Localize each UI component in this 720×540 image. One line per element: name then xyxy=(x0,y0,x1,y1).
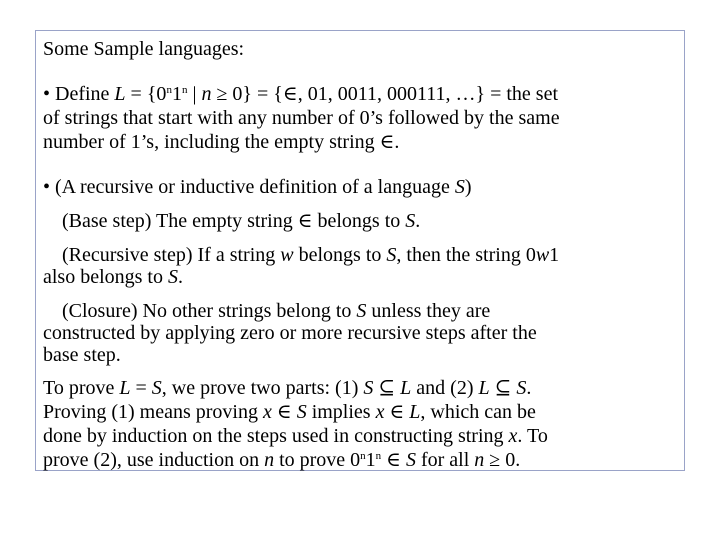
var-L: L xyxy=(409,401,421,423)
superscript-n: n xyxy=(166,84,172,96)
var-L: L xyxy=(400,377,412,399)
var-x: x xyxy=(375,401,385,423)
superscript-n: n xyxy=(375,450,382,462)
text-run: , which can be xyxy=(420,401,536,423)
text-run: belongs to xyxy=(293,244,387,266)
text-run: , then the string 0 xyxy=(396,244,536,266)
text-run: to prove 0 xyxy=(274,449,361,471)
text-run: ∈ xyxy=(384,401,410,423)
text-run: = xyxy=(130,377,152,399)
text-run: = {0 xyxy=(125,83,167,105)
text-run: and (2) xyxy=(411,377,479,399)
var-S: S xyxy=(386,244,397,266)
text-run: also belongs to xyxy=(43,266,168,288)
bullet1-line2: of strings that start with any number of 0’s followed by the same xyxy=(43,107,560,129)
bullet-recursive-definition xyxy=(43,176,679,366)
text-run: ⊆ xyxy=(489,377,517,399)
var-L: L xyxy=(114,83,126,105)
text-run: for all xyxy=(415,449,475,471)
text-run: ) xyxy=(464,176,472,198)
text-run: ≥ 0. xyxy=(484,449,521,471)
var-L: L xyxy=(119,377,131,399)
text-run: implies xyxy=(306,401,376,423)
var-n: n xyxy=(201,83,212,105)
proof-line4 xyxy=(43,448,679,472)
text-run: Proving (1) means proving xyxy=(43,401,263,423)
var-w: w xyxy=(280,244,294,266)
text-run: 1 xyxy=(549,244,560,266)
text-run: . To xyxy=(517,425,548,447)
closure-step-line3: base step. xyxy=(43,344,121,366)
text-run: To prove xyxy=(43,377,120,399)
text-run: unless they are xyxy=(366,300,491,322)
text-run: 1 xyxy=(171,83,182,105)
proof-line1 xyxy=(43,376,679,400)
proof-line2 xyxy=(43,400,679,424)
text-run: (Closure) No other strings belong to xyxy=(62,300,357,322)
text-run: . xyxy=(526,377,532,399)
var-S: S xyxy=(405,210,416,232)
heading xyxy=(43,37,679,61)
closure-step xyxy=(43,300,679,322)
text-run: (Base step) The empty string ∈ belongs to xyxy=(62,210,406,232)
recursive-step-cont xyxy=(43,266,679,288)
text-run: • Define xyxy=(43,83,115,105)
var-n: n xyxy=(474,449,485,471)
text-run: , we prove two parts: (1) xyxy=(161,377,364,399)
recursive-step xyxy=(43,244,679,266)
var-S: S xyxy=(454,176,465,198)
var-S: S xyxy=(296,401,307,423)
text-run: . xyxy=(178,266,183,288)
text-run: ∈ xyxy=(381,449,406,471)
var-S: S xyxy=(363,377,374,399)
bullet1-line3: number of 1’s, including the empty string ∈. xyxy=(43,131,400,153)
text-run: ⊆ xyxy=(373,377,401,399)
var-L: L xyxy=(478,377,490,399)
text-run: • (A recursive or inductive definition of a language xyxy=(43,176,455,198)
text-run: done by induction on the steps used in constructing string xyxy=(43,425,509,447)
var-S: S xyxy=(516,377,527,399)
bullet2-line1 xyxy=(43,176,679,198)
text-run: ∈ xyxy=(271,401,297,423)
text-run: 1 xyxy=(365,449,376,471)
var-S: S xyxy=(168,266,178,288)
superscript-n: n xyxy=(360,450,366,462)
bullet-define-language xyxy=(43,82,679,154)
closure-step-line2: constructed by applying zero or more recursive steps after the xyxy=(43,322,537,344)
var-x: x xyxy=(262,401,272,423)
bullet1-line1 xyxy=(43,82,679,106)
text-run: | xyxy=(187,83,202,105)
slide-frame xyxy=(35,30,685,471)
heading-text: Some Sample languages: xyxy=(43,38,245,60)
var-n: n xyxy=(264,449,275,471)
text-run: ≥ 0} = {∈, 01, 0011, 000111, …} = the set xyxy=(211,83,559,105)
var-x: x xyxy=(508,425,518,447)
var-w: w xyxy=(535,244,550,266)
var-S: S xyxy=(151,377,162,399)
var-S: S xyxy=(405,449,416,471)
text-run: (Recursive step) If a string xyxy=(62,244,281,266)
base-step xyxy=(43,210,679,232)
text-run: . xyxy=(415,210,421,232)
proof-paragraph xyxy=(43,376,679,472)
superscript-n: n xyxy=(181,84,188,96)
proof-line3 xyxy=(43,424,679,448)
text-run: prove (2), use induction on xyxy=(43,449,265,471)
var-S: S xyxy=(356,300,367,322)
